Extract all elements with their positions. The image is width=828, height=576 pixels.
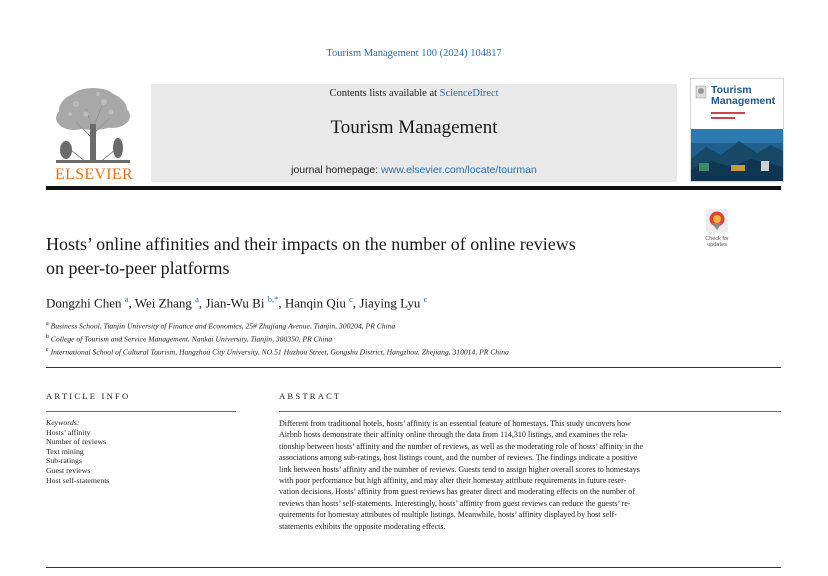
article-title [46,232,686,280]
elsevier-wordmark: ELSEVIER [55,166,133,183]
abstract-line: Airbnb hosts demonstrate their affinity online through the data from 114,310 listings, and examines the rela- [279,430,628,440]
affiliation-text: International School of Cultural Tourism, Hangzhou City University, NO.51 Huzhou Street, Gongshu District, Hangzhou, Zhejiang, 310014, PR China [50,347,509,357]
author-affil-sup[interactable]: a [124,294,129,304]
abstract-rule [279,411,781,412]
abstract-line: associations among sub-ratings, host listings count, and the number of reviews. The findings indicate a positive [279,453,638,463]
cover-elsevier-icon [695,85,707,99]
abstract-line: with poor performance but high affinity, and may alter their homestay attribute requirements in future reser- [279,476,627,486]
abstract-line: quirements for homestay attributes of multiple listings. Meanwhile, hosts’ affinity displayed by host self- [279,510,617,520]
abstract-heading: ABSTRACT [279,391,342,401]
abstract-line: statements exhibits the opposite moderating effects. [279,521,446,531]
contents-availability [151,88,677,99]
keyword-item: Number of reviews [46,437,107,447]
header-divider [46,186,781,190]
crossmark-label [697,236,737,248]
author-name[interactable]: Hanqin Qiu [284,295,346,311]
author-name[interactable]: Wei Zhang [134,295,192,311]
affiliation-sup: a [46,321,49,327]
abstract-line: link between hosts’ affinity and the number of reviews. Guests tend to assign higher overall scores to homestays [279,464,640,474]
affiliation-item [46,345,786,358]
cover-photo-image [691,129,783,181]
journal-homepage [151,164,677,176]
crossmark-label-line2: updates [707,242,727,248]
keywords-block [46,418,236,485]
crossmark-icon [706,209,728,233]
affiliation-list [46,319,786,358]
cover-header [691,79,783,127]
section-divider [46,367,781,368]
affiliation-text: College of Tourism and Service Management, Nankai University, Tianjin, 300350, PR China [50,334,333,344]
author-affil-sup[interactable]: b,* [267,294,279,304]
author-affil-sup[interactable]: c [349,294,353,304]
affiliation-item [46,332,786,345]
author-name[interactable]: Jian-Wu Bi [205,295,265,311]
homepage-link[interactable]: www.elsevier.com/locate/tourman [381,164,537,176]
author-affil-sup[interactable]: a [195,294,199,304]
elsevier-tree-icon [46,84,140,164]
author-affil-sup[interactable]: c [423,294,428,304]
article-info-heading: ARTICLE INFO [46,391,131,401]
cover-title-line2: Management [711,95,776,107]
article-title-line1: Hosts’ online affinities and their impacts on the number of online reviews [46,234,576,254]
cover-title-line1: Tourism [711,84,752,96]
keyword-item: Hosts’ affinity [46,427,91,437]
author-name[interactable]: Jiaying Lyu [359,295,421,311]
abstract-line: reviews than hosts’ self-statements. Interestingly, hosts’ affinity from guest reviews can reduce the guests’ re- [279,498,631,508]
abstract-text [279,418,781,532]
keyword-item: Host self-statements [46,475,110,485]
keywords-label: Keywords: [46,418,80,427]
cover-stripe [711,112,745,114]
cover-stripe [711,117,735,119]
keyword-item: Text mining [46,446,84,456]
keyword-item: Sub-ratings [46,456,82,466]
homepage-prefix: journal homepage: [291,164,382,176]
abstract-line: vation decisions. Hosts’ affinity from guest reviews has greater direct and moderating effects on the number of [279,487,635,497]
journal-cover[interactable] [690,78,784,182]
author-name[interactable]: Dongzhi Chen [46,295,122,311]
journal-citation[interactable]: Tourism Management 100 (2024) 104817 [326,48,502,59]
article-title-line2: on peer-to-peer platforms [46,258,230,278]
contents-prefix: Contents lists available at [329,88,440,99]
affiliation-sup: b [46,334,49,341]
bottom-divider [46,567,781,568]
journal-title[interactable]: Tourism Management [330,117,498,138]
abstract-line: Different from traditional hotels, hosts’ affinity is an essential feature of homestays. This study uncovers how [279,419,631,428]
keyword-item: Guest reviews [46,465,91,475]
cover-title [711,85,781,107]
affiliation-text: Business School, Tianjin University of Finance and Economics, 25# Zhujiang Avenue, Tianjin, 300204, PR China [50,321,396,331]
sciencedirect-link[interactable]: ScienceDirect [439,88,499,99]
author-list: Dongzhi Chen $^a$, Wei Zhang $^a$, Jian-Wu Bi $^{b,*}$, Hanqin Qiu $^c$, Jiaying Lyu $^c$ [46,294,428,311]
affiliation-sup: c [46,347,49,354]
abstract-line: tionship between hosts’ affinity and the number of reviews, as well as the moderating role of hosts’ affinity in the [279,441,644,451]
crossmark-label-line1: Check for [705,236,729,242]
article-info-rule [46,411,236,412]
affiliation-item [46,319,786,332]
